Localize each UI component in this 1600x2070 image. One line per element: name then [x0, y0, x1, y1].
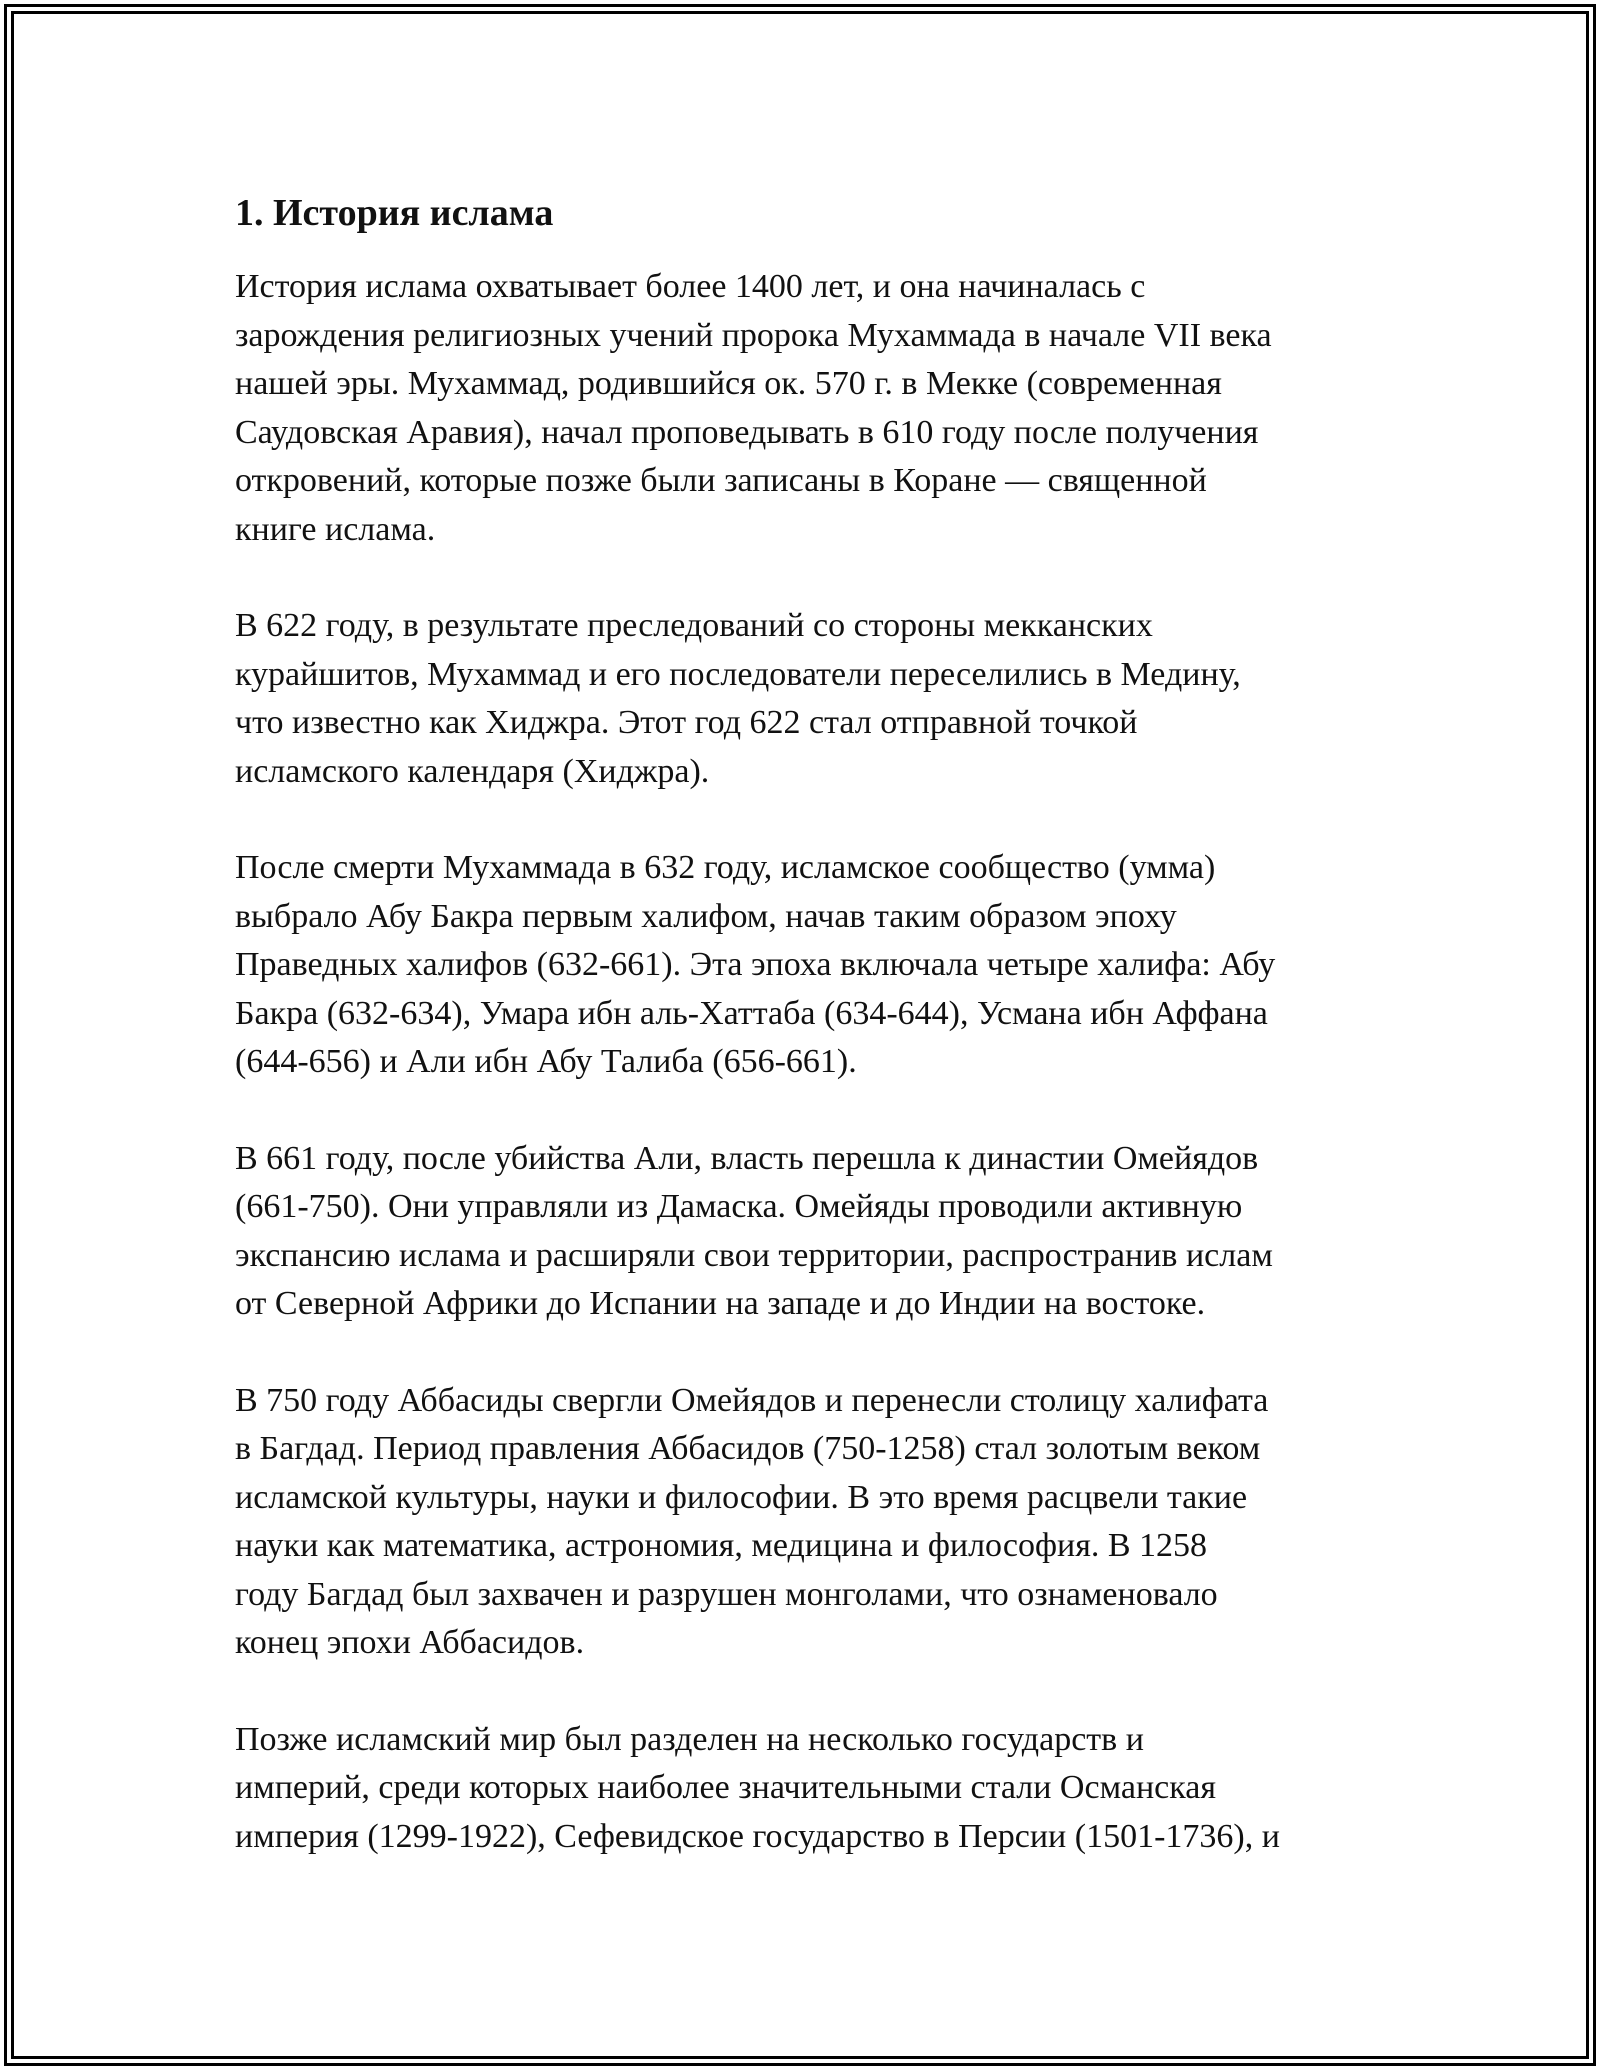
paragraph-abbasids: В 750 году Аббасиды свергли Омейядов и перенесли столицу халифата в Багдад. Период правления Аббасидов (750-1258) стал золотым веком исламской культуры, науки и философии. В это время расцвели такие науки как математика, астрономия, медицина и философия. В 1258 году Багдад был захвачен и разрушен монголами, что ознаменовало конец эпохи Аббасидов.: [235, 1381, 1269, 1661]
section-heading: 1. История ислама: [235, 192, 554, 234]
paragraph-rashidun: После смерти Мухаммада в 632 году, исламское сообщество (умма) выбрало Абу Бакра первым халифом, начав таким образом эпоху Праведных халифов (632-661). Эта эпоха включала четыре халифа: Абу Бакра (632-634), Умара ибн аль-Хаттаба (634-644), Усмана ибн Аффана (644-656) и Али ибн Абу Талиба (656-661).: [235, 849, 1276, 1080]
paragraph-origins: История ислама охватывает более 1400 лет, и она начиналась с зарождения религиозных учений пророка Мухаммада в начале VII века нашей эры. Мухаммад, родившийся ок. 570 г. в Мекке (современная Саудовская Аравия), начал проповедывать в 610 году после получения откровений, которые позже были записаны в Коране — священной книге ислама.: [235, 268, 1272, 548]
paragraph-umayyads: В 661 году, после убийства Али, власть перешла к династии Омейядов (661-750). Они управляли из Дамаска. Омейяды проводили активную экспансию ислама и расширяли свои территории, распространив ислам от Северной Африки до Испании на западе и до Индии на востоке.: [235, 1139, 1273, 1322]
document-body: [235, 183, 1375, 1909]
paragraph-later-empires: Позже исламский мир был разделен на несколько государств и империй, среди которых наиболее значительными стали Османская империя (1299-1922), Сефевидское государство в Персии (1501-1736), и: [235, 1720, 1280, 1855]
paragraph-hijra: В 622 году, в результате преследований со стороны мекканских курайшитов, Мухаммад и его последователи переселились в Медину, что известно как Хиджра. Этот год 622 стал отправной точкой исламского календаря (Хиджра).: [235, 607, 1241, 790]
